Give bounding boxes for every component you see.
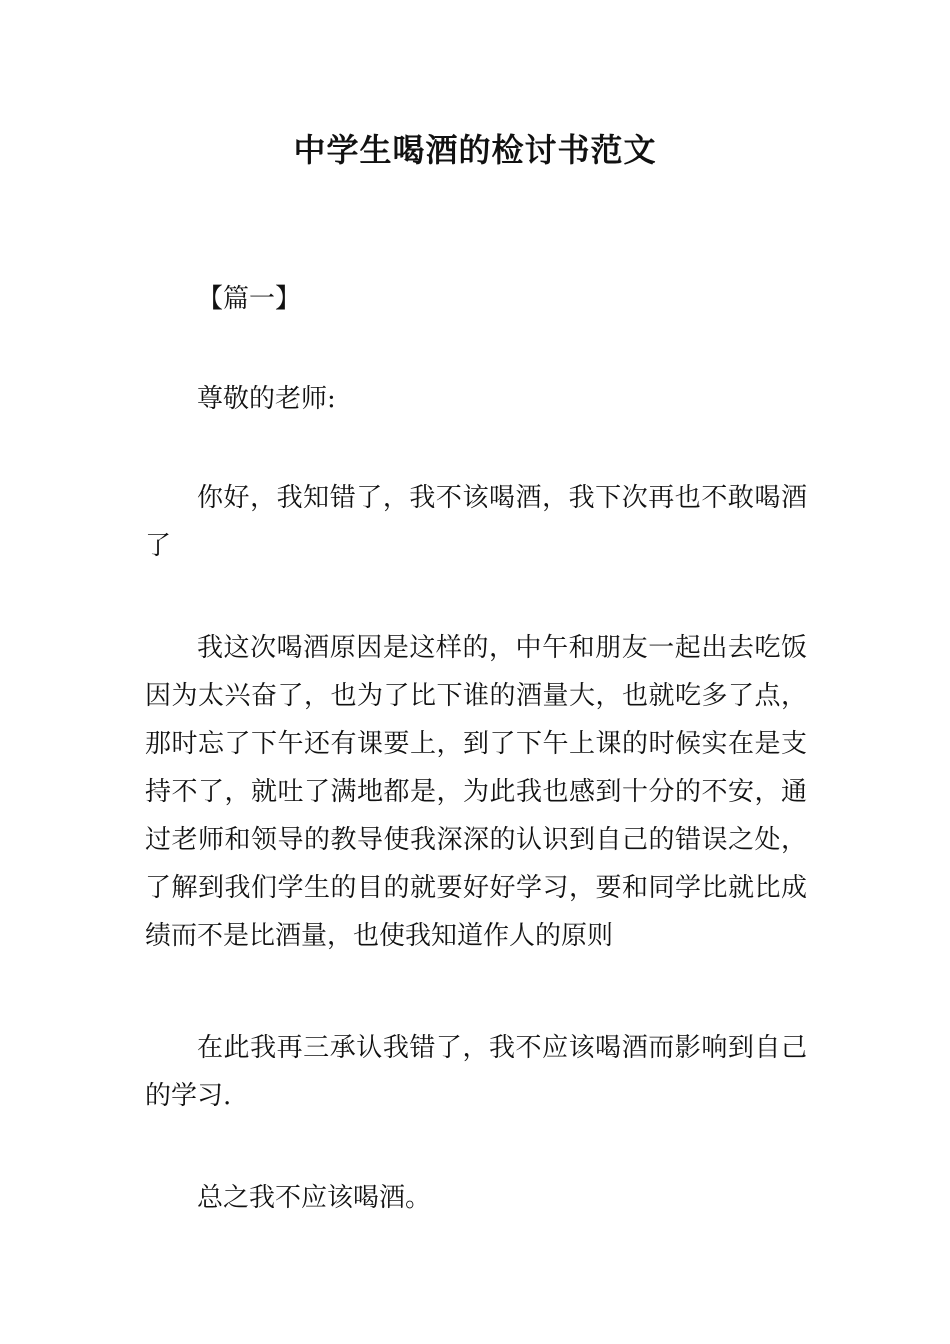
salutation: 尊敬的老师: — [197, 384, 336, 414]
document-title: 中学生喝酒的检讨书范文 — [293, 131, 657, 169]
paragraph-apology: 你好，我知错了，我不该喝酒，我下次再也不敢喝酒了 — [145, 483, 807, 561]
section-label: 【篇一】 — [197, 284, 302, 314]
paragraph-conclusion: 总之我不应该喝酒。 — [197, 1183, 432, 1213]
paragraph-reason: 我这次喝酒原因是这样的，中午和朋友一起出去吃饭因为太兴奋了，也为了比下谁的酒量大，也就吃多了点，那时忘了下午还有课要上，到了下午上课的时候实在是支持不了，就吐了满地都是，为此我也感到十分的不安，通过老师和领导的教导使我深深的认识到自己的错误之处，了解到我们学生的目的就要好好学习，要和同学比就比成绩而不是比酒量，也使我知道作人的原则 — [145, 633, 807, 951]
paragraph-admission: 在此我再三承认我错了，我不应该喝酒而影响到自己的学习. — [145, 1033, 807, 1111]
